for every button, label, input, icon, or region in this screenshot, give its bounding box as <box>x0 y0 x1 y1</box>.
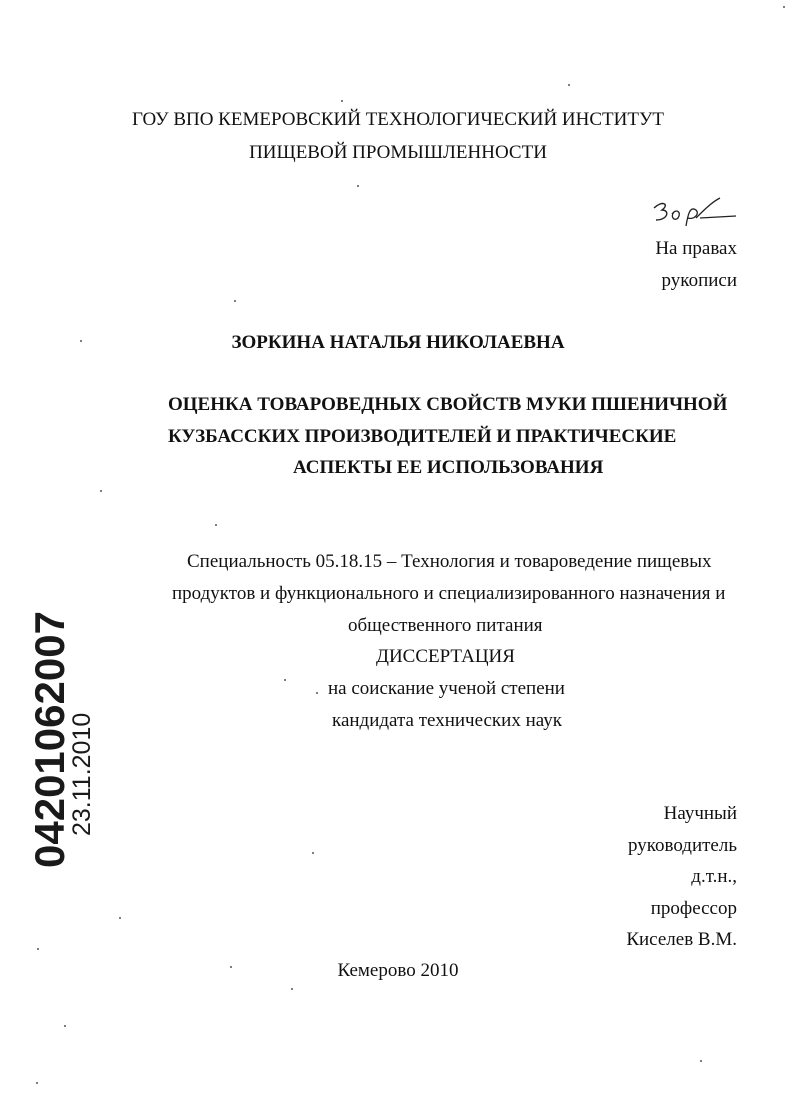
scan-speck <box>100 490 102 492</box>
supervisor-line-3: д.т.н., <box>691 866 737 887</box>
scan-speck <box>568 84 570 86</box>
scan-speck <box>341 100 343 102</box>
supervisor-line-4: профессор <box>650 898 737 919</box>
specialty-line-3: общественного питания <box>348 615 543 636</box>
dissertation-line-2: кандидата технических наук <box>332 710 562 731</box>
institution-line-2: ПИЩЕВОЙ ПРОМЫШЛЕННОСТИ <box>249 142 547 163</box>
library-stamp-date: 23.11.2010 <box>68 712 96 836</box>
dissertation-label: ДИССЕРТАЦИЯ <box>376 646 515 667</box>
manuscript-note-line-2: рукописи <box>661 270 737 291</box>
scan-speck <box>284 679 286 681</box>
scan-speck <box>230 966 232 968</box>
scan-speck <box>316 692 318 694</box>
scan-speck <box>80 340 82 342</box>
place-year: Кемерово 2010 <box>337 960 459 981</box>
scan-speck <box>234 300 236 302</box>
title-line-2: КУЗБАССКИХ ПРОИЗВОДИТЕЛЕЙ И ПРАКТИЧЕСКИЕ <box>168 426 677 447</box>
supervisor-line-5: Киселев В.М. <box>626 929 737 950</box>
scan-speck <box>700 1060 702 1062</box>
scan-speck <box>37 948 39 950</box>
manuscript-note-line-1: На правах <box>655 238 737 259</box>
supervisor-line-2: руководитель <box>627 835 737 856</box>
scan-speck <box>783 6 785 8</box>
author-name: ЗОРКИНА НАТАЛЬЯ НИКОЛАЕВНА <box>231 332 565 353</box>
title-line-1: ОЦЕНКА ТОВАРОВЕДНЫХ СВОЙСТВ МУКИ ПШЕНИЧНОЙ <box>168 394 728 415</box>
library-stamp-number: 04201062007 <box>26 611 73 868</box>
specialty-line-1: Специальность 05.18.15 – Технология и товароведение пищевых <box>187 551 712 572</box>
institution-line-1: ГОУ ВПО КЕМЕРОВСКИЙ ТЕХНОЛОГИЧЕСКИЙ ИНСТИТУТ <box>131 109 665 130</box>
scan-speck <box>312 852 314 854</box>
scan-speck <box>357 185 359 187</box>
scan-speck <box>36 1082 38 1084</box>
scan-speck <box>291 988 293 990</box>
title-line-3: АСПЕКТЫ ЕЕ ИСПОЛЬЗОВАНИЯ <box>293 457 604 478</box>
dissertation-line-1: на соискание ученой степени <box>328 678 565 699</box>
scan-speck <box>215 524 217 526</box>
scan-speck <box>64 1025 66 1027</box>
supervisor-line-1: Научный <box>663 803 737 824</box>
specialty-line-2: продуктов и функционального и специализированного назначения и <box>172 583 726 604</box>
scan-speck <box>119 917 121 919</box>
handwritten-signature <box>640 196 740 232</box>
